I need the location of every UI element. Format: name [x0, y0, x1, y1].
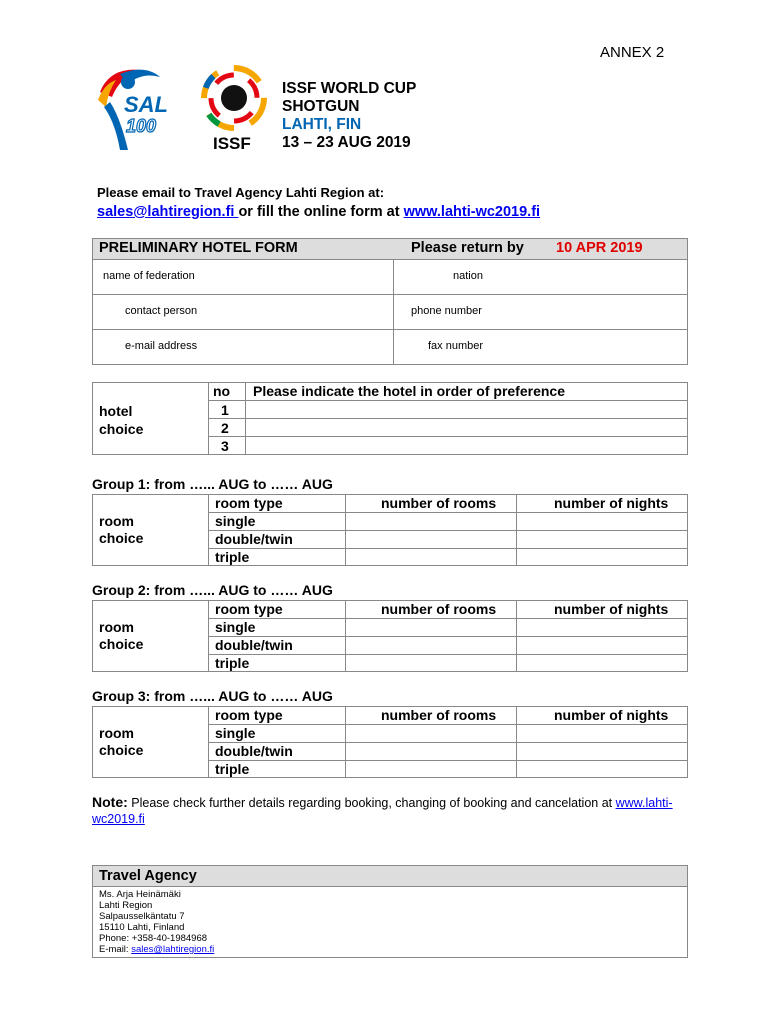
hotel-label-2: choice	[99, 421, 144, 437]
nation-label: nation	[453, 270, 483, 282]
room-type-header: room type	[215, 601, 283, 617]
nights-header: number of nights	[554, 495, 669, 511]
rooms-input-cell[interactable]	[346, 743, 516, 760]
room-label-cell	[92, 600, 209, 672]
return-date: 10 APR 2019	[556, 240, 643, 256]
event-line-1: ISSF WORLD CUP	[282, 80, 417, 97]
note-link[interactable]: www.lahti-wc2019.fi	[92, 796, 673, 826]
room-type: double/twin	[215, 637, 293, 653]
room-label-2: choice	[99, 530, 144, 546]
room-type: triple	[215, 761, 250, 777]
room-label-cell	[92, 706, 209, 778]
form-header	[93, 239, 687, 260]
room-label-2: choice	[99, 636, 144, 652]
intro-links	[97, 204, 540, 220]
event-line-2: SHOTGUN	[282, 98, 360, 115]
rooms-input-cell[interactable]	[346, 637, 516, 654]
room-type: triple	[215, 549, 250, 565]
nights-input-cell[interactable]	[517, 655, 687, 672]
room-label-1: room	[99, 725, 134, 741]
rooms-input-cell[interactable]	[346, 655, 516, 672]
travel-agency-details	[93, 887, 687, 957]
phone-label: phone number	[411, 305, 482, 317]
group-table	[92, 582, 688, 677]
rooms-input-cell[interactable]	[346, 619, 516, 636]
note-text: Please check further details regarding booking, changing of booking and cancelation at	[127, 796, 616, 810]
agency-email-link[interactable]: sales@lahtiregion.fi	[131, 944, 215, 955]
travel-agency-box	[92, 865, 688, 958]
nights-input-cell[interactable]	[517, 743, 687, 760]
nights-input-cell[interactable]	[517, 637, 687, 654]
email-label: e-mail address	[125, 340, 198, 352]
note-label: Note:	[92, 794, 128, 810]
form-title: PRELIMINARY HOTEL FORM	[99, 240, 298, 256]
agency-line: Ms. Arja Heinämäki	[99, 889, 181, 900]
federation-label: name of federation	[103, 270, 195, 282]
room-type-header: room type	[215, 707, 283, 723]
rooms-input-cell[interactable]	[346, 549, 516, 566]
intro-text: Please email to Travel Agency Lahti Region at:	[97, 185, 385, 200]
nights-input-cell[interactable]	[517, 513, 687, 530]
agency-line: Phone: +358-40-1984968	[99, 933, 208, 944]
rooms-header: number of rooms	[381, 495, 497, 511]
sal-text: SAL	[124, 92, 168, 117]
group-table	[92, 688, 688, 783]
room-type: double/twin	[215, 743, 293, 759]
room-type: triple	[215, 655, 250, 671]
group-title: Group 3: from …... AUG to …… AUG	[92, 688, 333, 704]
fax-label: fax number	[428, 340, 484, 352]
contact-label: contact person	[125, 305, 198, 317]
event-line-3: LAHTI, FIN	[282, 116, 362, 133]
website-link[interactable]: www.lahti-wc2019.fi	[403, 204, 541, 220]
sal-number: 100	[126, 116, 157, 136]
preference-header: Please indicate the hotel in order of preference	[253, 383, 565, 399]
room-label-1: room	[99, 619, 134, 635]
event-line-4: 13 – 23 AUG 2019	[282, 134, 411, 151]
intro-middle: or fill the online form at	[238, 204, 404, 220]
hotel-choice-table	[92, 382, 688, 455]
rooms-input-cell[interactable]	[346, 761, 516, 778]
room-type: single	[215, 513, 256, 529]
room-type: double/twin	[215, 531, 293, 547]
nights-header: number of nights	[554, 707, 669, 723]
issf-label: ISSF	[213, 134, 251, 153]
preliminary-form	[92, 238, 688, 365]
room-label-cell	[92, 494, 209, 566]
no-header: no	[213, 383, 231, 399]
nights-header: number of nights	[554, 601, 669, 617]
nights-input-cell[interactable]	[517, 531, 687, 548]
email-link[interactable]: sales@lahtiregion.fi	[97, 204, 239, 220]
hotel-row-no: 3	[221, 438, 229, 454]
form-divider	[393, 259, 394, 364]
event-title	[282, 80, 416, 152]
group-title: Group 2: from …... AUG to …… AUG	[92, 582, 333, 598]
return-label: Please return by	[411, 240, 524, 256]
annex-label: ANNEX 2	[600, 44, 665, 61]
travel-agency-title: Travel Agency	[93, 866, 687, 887]
agency-line: Lahti Region	[99, 900, 153, 911]
agency-email-label: E-mail:	[99, 944, 132, 955]
hotel-row-no: 1	[221, 402, 229, 418]
rooms-input-cell[interactable]	[346, 725, 516, 742]
room-label-2: choice	[99, 742, 144, 758]
rooms-input-cell[interactable]	[346, 531, 516, 548]
nights-input-cell[interactable]	[517, 549, 687, 566]
rooms-input-cell[interactable]	[346, 513, 516, 530]
room-type-header: room type	[215, 495, 283, 511]
hotel-label-1: hotel	[99, 403, 133, 419]
room-type: single	[215, 619, 256, 635]
note	[92, 794, 702, 827]
nights-input-cell[interactable]	[517, 761, 687, 778]
nights-input-cell[interactable]	[517, 619, 687, 636]
room-label-1: room	[99, 513, 134, 529]
nights-input-cell[interactable]	[517, 725, 687, 742]
hotel-row-no: 2	[221, 420, 229, 436]
hotel-label-cell	[92, 382, 209, 455]
agency-line: 15110 Lahti, Finland	[99, 922, 185, 933]
room-type: single	[215, 725, 256, 741]
issf-target-logo	[198, 62, 278, 142]
agency-line: Salpausselkäntatu 7	[99, 911, 185, 922]
rooms-header: number of rooms	[381, 707, 497, 723]
group-title: Group 1: from …... AUG to …… AUG	[92, 476, 333, 492]
rooms-header: number of rooms	[381, 601, 497, 617]
group-table	[92, 476, 688, 571]
sal100-logo	[90, 62, 190, 152]
